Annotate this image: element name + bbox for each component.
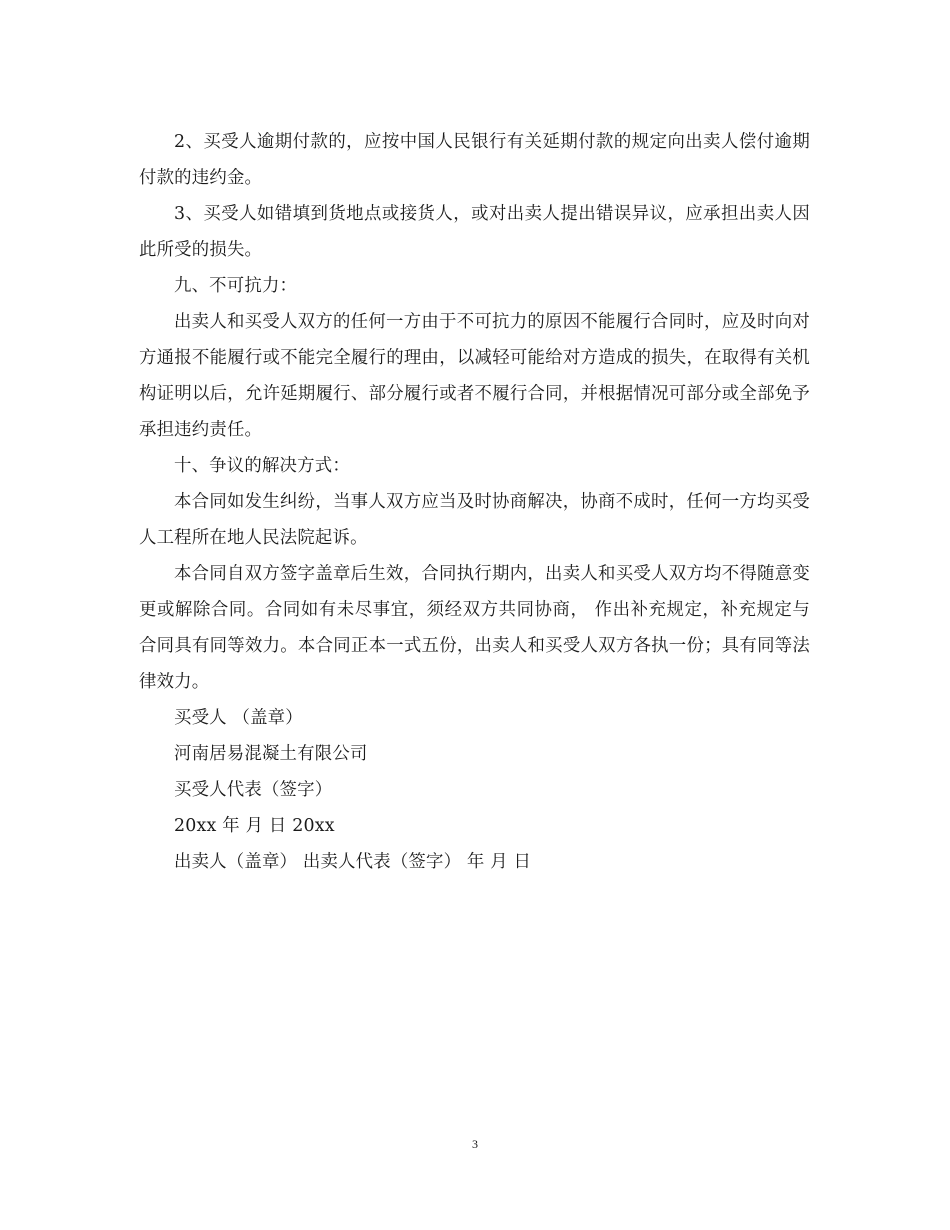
clause-wrong-delivery: 3、买受人如错填到货地点或接货人，或对出卖人提出错误异议，应承担出卖人因此所受的损失。 bbox=[139, 204, 810, 260]
section-heading-force-majeure: 九、不可抗力： bbox=[174, 276, 298, 296]
clause-effectiveness: 本合同自双方签字盖章后生效，合同执行期内，出卖人和买受人双方均不得随意变更或解除合同。合同如有未尽事宜，须经双方共同协商， 作出补充规定，补充规定与合同具有同等效力。本合同正本一式五份，出卖人和买受人双方各执一份；具有同等法律效力。 bbox=[139, 564, 810, 692]
buyer-seal-label: 买受人 （盖章） bbox=[174, 708, 303, 728]
buyer-company-name: 河南居易混凝土有限公司 bbox=[174, 744, 368, 764]
clause-force-majeure: 出卖人和买受人双方的任何一方由于不可抗力的原因不能履行合同时，应及时向对方通报不能履行或不能完全履行的理由，以减轻可能给对方造成的损失，在取得有关机构证明以后，允许延期履行、部分履行或者不履行合同，并根据情况可部分或全部免予承担违约责任。 bbox=[139, 312, 810, 440]
buyer-representative-label: 买受人代表（签字） bbox=[174, 780, 333, 800]
clause-late-payment: 2、买受人逾期付款的，应按中国人民银行有关延期付款的规定向出卖人偿付逾期付款的违约金。 bbox=[139, 132, 810, 188]
document-body bbox=[139, 124, 810, 880]
page-number: 3 bbox=[472, 1137, 478, 1151]
seller-signature-line: 出卖人（盖章） 出卖人代表（签字） 年 月 日 bbox=[174, 852, 532, 872]
section-heading-dispute-resolution: 十、争议的解决方式： bbox=[174, 456, 350, 476]
clause-dispute-resolution: 本合同如发生纠纷，当事人双方应当及时协商解决，协商不成时，任何一方均买受人工程所在地人民法院起诉。 bbox=[139, 492, 810, 548]
signature-date-line: 20xx 年 月 日 20xx bbox=[174, 816, 335, 836]
